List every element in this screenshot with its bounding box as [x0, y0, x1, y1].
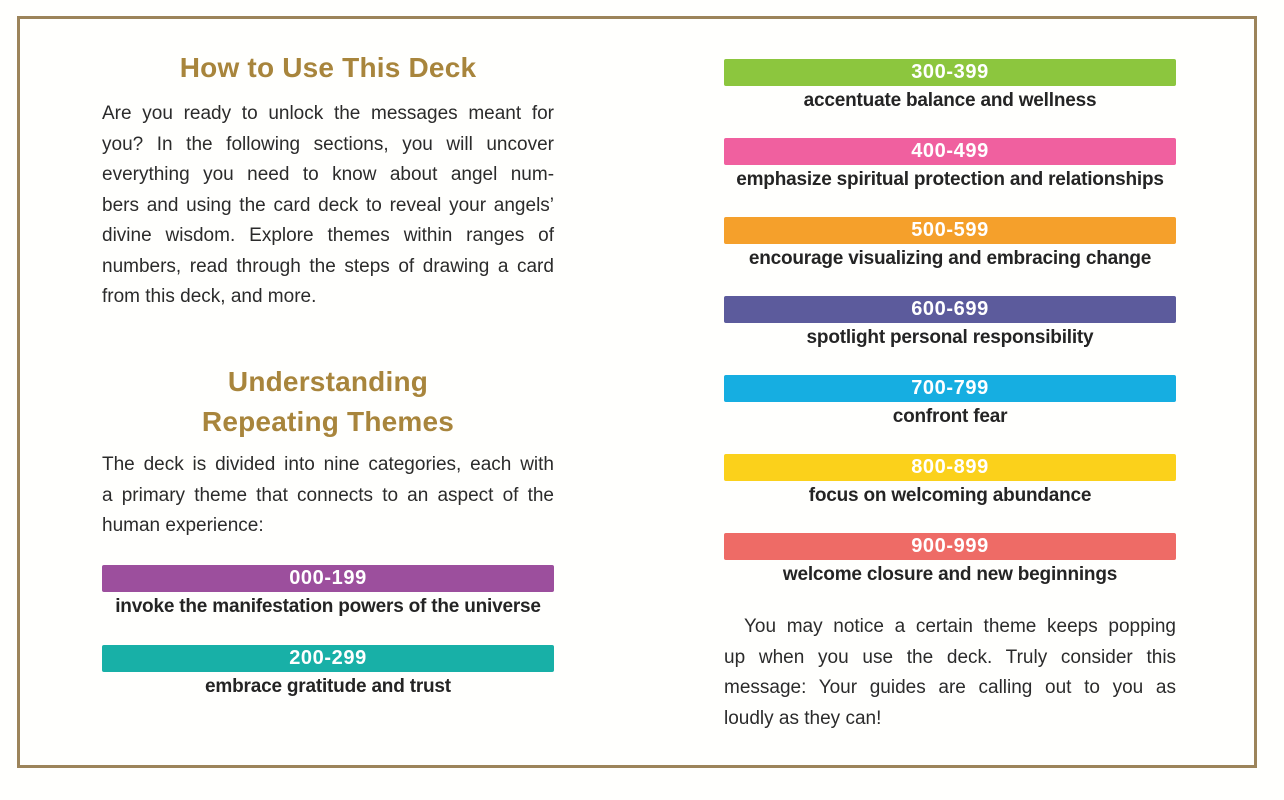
range-caption: embrace gratitude and trust — [205, 676, 451, 697]
line-text: divine wisdom. Explore themes within ranges of — [102, 225, 555, 246]
range-bar — [724, 533, 1176, 560]
paragraph-line — [102, 481, 554, 512]
line-text: bers and using the card deck to reveal your angels’ — [102, 194, 555, 216]
range-label: 400-499 — [911, 140, 989, 162]
paragraph-line — [102, 282, 554, 313]
line-text: from this deck, and more. — [102, 286, 317, 307]
paragraph-line — [724, 673, 1176, 704]
paragraph-line — [724, 643, 1176, 674]
range-caption: accentuate balance and wellness — [803, 90, 1097, 111]
paragraph-line — [724, 704, 1176, 735]
intro-paragraph — [102, 99, 554, 313]
range-caption: welcome closure and new beginnings — [782, 564, 1118, 585]
line-text: You may notice a certain theme keeps popping — [744, 616, 1176, 637]
range-caption: spotlight personal responsibility — [806, 327, 1094, 348]
number-range-group — [724, 533, 1176, 589]
range-bar — [102, 645, 554, 672]
line-text: human experience: — [102, 515, 264, 536]
paragraph-line — [102, 221, 554, 252]
paragraph-line — [102, 99, 554, 130]
line-text: numbers, read through the steps of drawing a card — [102, 255, 554, 277]
number-range-group — [102, 645, 554, 701]
range-caption: encourage visualizing and embracing change — [748, 248, 1152, 269]
subheading-line-2: Repeating Themes — [201, 406, 455, 437]
range-label: 000-199 — [289, 567, 367, 589]
line-text: loudly as they can! — [724, 707, 882, 729]
range-caption: confront fear — [892, 406, 1008, 427]
range-bar — [724, 454, 1176, 481]
paragraph-line — [102, 130, 554, 161]
number-range-group — [724, 59, 1176, 115]
closing-paragraph — [724, 612, 1176, 734]
categories-paragraph — [102, 450, 554, 542]
line-text: everything you need to know about angel num- — [102, 164, 555, 185]
range-label: 200-299 — [289, 647, 367, 669]
range-bar — [102, 565, 554, 592]
range-label: 300-399 — [911, 61, 989, 83]
left-range-list — [102, 565, 554, 725]
line-text: message: Your guides are calling out to you as — [724, 677, 1176, 698]
number-range-group — [724, 454, 1176, 510]
range-label: 600-699 — [911, 298, 989, 320]
heading-understanding-repeating-themes — [102, 362, 554, 442]
range-caption: focus on welcoming abundance — [808, 485, 1092, 506]
range-bar — [724, 296, 1176, 323]
range-caption: emphasize spiritual protection and relationships — [736, 169, 1164, 190]
range-bar — [724, 59, 1176, 86]
range-label: 900-999 — [911, 535, 989, 557]
range-bar — [724, 217, 1176, 244]
number-range-group — [102, 565, 554, 621]
range-label: 800-899 — [911, 456, 989, 478]
heading-how-to-use-this-deck: How to Use This Deck — [179, 52, 477, 83]
range-caption: invoke the manifestation powers of the universe — [115, 596, 541, 617]
paragraph-line — [724, 612, 1176, 643]
paragraph-line — [102, 160, 554, 191]
line-text: Are you ready to unlock the messages meant for — [102, 103, 554, 124]
line-text: up when you use the deck. Truly consider this — [724, 646, 1177, 668]
number-range-group — [724, 296, 1176, 352]
line-text: The deck is divided into nine categories, each with — [102, 454, 554, 475]
range-label: 500-599 — [911, 219, 989, 241]
number-range-group — [724, 375, 1176, 431]
range-bar — [724, 138, 1176, 165]
paragraph-line — [102, 450, 554, 481]
right-range-list — [724, 59, 1176, 612]
range-bar — [724, 375, 1176, 402]
line-text: a primary theme that connects to an aspect of the — [102, 484, 555, 506]
number-range-group — [724, 138, 1176, 194]
range-label: 700-799 — [911, 377, 989, 399]
paragraph-line — [102, 252, 554, 283]
paragraph-line — [102, 191, 554, 222]
subheading-line-1: Understanding — [227, 366, 429, 397]
paragraph-line — [102, 511, 554, 542]
number-range-group — [724, 217, 1176, 273]
line-text: you? In the following sections, you will uncover — [102, 133, 554, 155]
